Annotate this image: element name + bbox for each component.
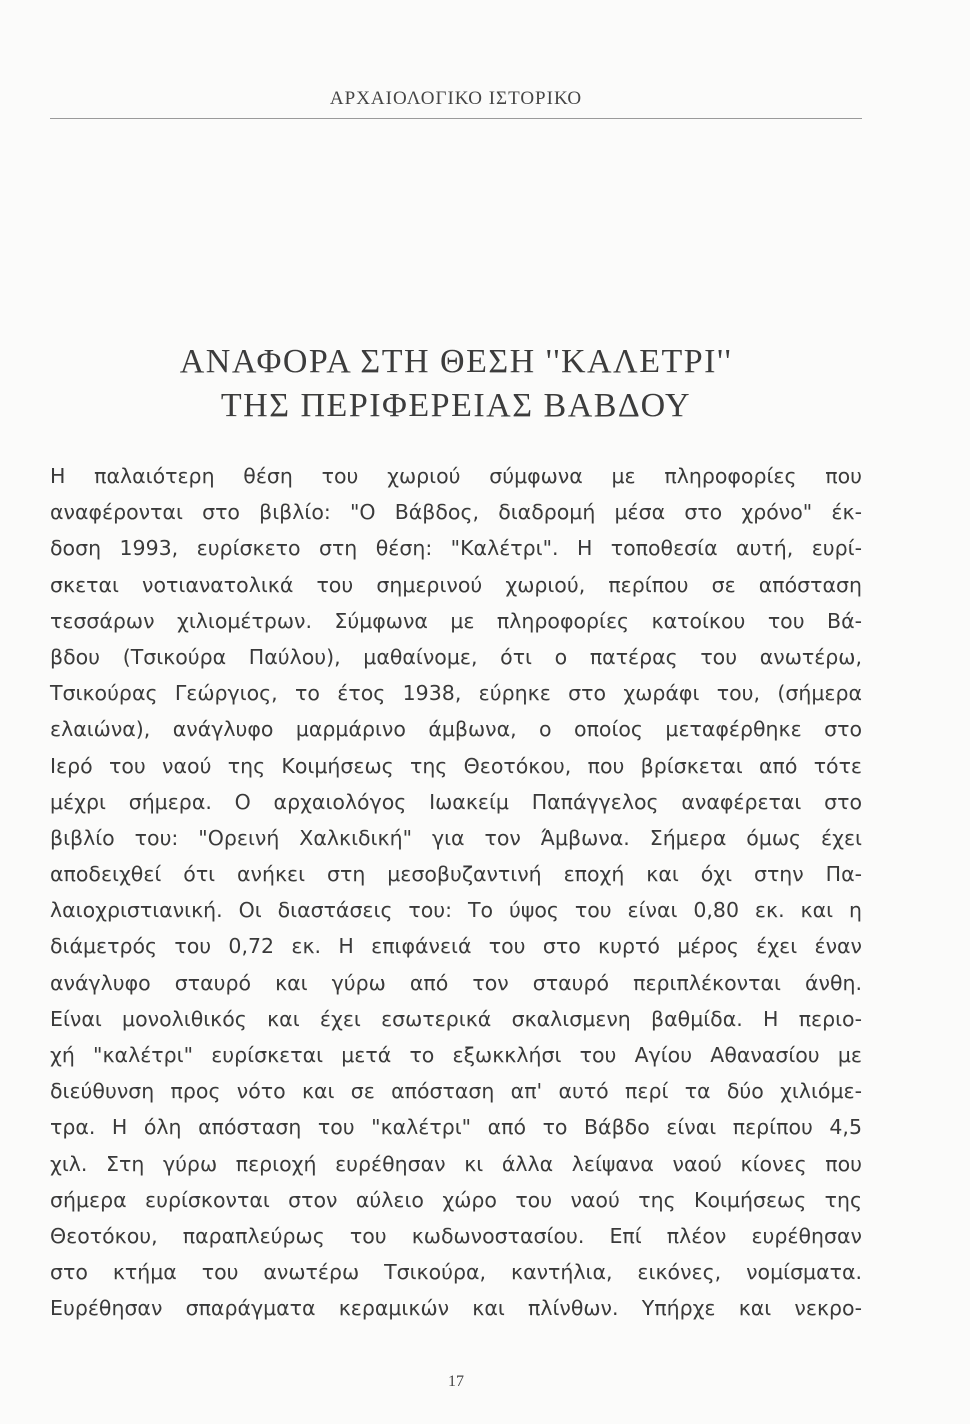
body-line: Θεοτόκου, παραπλεύρως του κωδωνοστασίου. Επί πλέον ευρέθησαν	[50, 1223, 862, 1248]
body-line: σκεται νοτιανατολικά του σημερινού χωριού, περίπου σε απόσταση	[50, 572, 862, 597]
body-line: στο κτήμα του ανωτέρω Τσικούρα, καντήλια, εικόνες, νομίσματα.	[50, 1260, 862, 1285]
body-line: αναφέρονται στο βιβλίο: "Ο Βάβδος, διαδρομή μέσα στο χρόνο" έκ-	[50, 500, 862, 525]
body-line: λαιοχριστιανική. Οι διαστάσεις του: Το ύψος του είναι 0,80 εκ. και η	[50, 898, 862, 923]
title-line-1: ΑΝΑΦΟΡΑ ΣΤΗ ΘΕΣΗ ''ΚΑΛΕΤΡΙ''	[179, 343, 733, 380]
body-line: βδου (Τσικούρα Παύλου), μαθαίνομε, ότι ο πατέρας του ανωτέρω,	[50, 644, 862, 669]
article-title	[50, 340, 862, 428]
title-line-2: ΤΗΣ ΠΕΡΙΦΕΡΕΙΑΣ ΒΑΒΔΟΥ	[220, 387, 692, 424]
body-line: ελαιώνα), ανάγλυφο μαρμάρινο άμβωνα, ο οποίος μεταφέρθηκε στο	[50, 717, 862, 742]
body-line: Τσικούρας Γεώργιος, το έτος 1938, εύρηκε στο χωράφι του, (σήμερα	[50, 681, 862, 706]
header-rule	[50, 118, 862, 119]
body-line: διεύθυνση προς νότο και σε απόσταση απ' αυτό περί τα δύο χιλιόμε-	[50, 1079, 862, 1104]
body-line: σήμερα ευρίσκονται στον αύλειο χώρο του ναού της Κοιμήσεως της	[50, 1187, 862, 1212]
body-line: βιβλίο του: "Ορεινή Χαλκιδική" για τον Άμβωνα. Σήμερα όμως έχει	[50, 825, 862, 850]
body-line: ανάγλυφο σταυρό και γύρω από τον σταυρό περιπλέκονται άνθη.	[50, 970, 862, 995]
body-line: τρα. Η όλη απόσταση του "καλέτρι" από το Βάβδο είναι περίπου 4,5	[50, 1115, 862, 1140]
running-header: ΑΡΧΑΙΟΛΟΓΙΚΟ ΙΣΤΟΡΙΚΟ	[329, 88, 583, 109]
body-line: Η παλαιότερη θέση του χωριού σύμφωνα με πληροφορίες που	[50, 464, 862, 488]
body-line: Ιερό του ναού της Κοιμήσεως της Θεοτόκου, που βρίσκεται από τότε	[50, 753, 862, 778]
body-line: Ευρέθησαν σπαράγματα κεραμικών και πλίνθων. Υπήρχε και νεκρο-	[50, 1296, 862, 1321]
body-line: διάμετρός του 0,72 εκ. Η επιφάνειά του στο κυρτό μέρος έχει έναν	[50, 934, 862, 959]
page-number: 17	[448, 1373, 464, 1390]
body-line: αποδειχθεί ότι ανήκει στη μεσοβυζαντινή εποχή και όχι στην Πα-	[50, 862, 862, 887]
body-line: Είναι μονολιθικός και έχει εσωτερικά σκαλισμενη βαθμίδα. Η περιο-	[50, 1006, 862, 1031]
body-line: τεσσάρων χιλιομέτρων. Σύμφωνα με πληροφορίες κατοίκου του Βά-	[50, 608, 862, 633]
body-line: δοση 1993, ευρίσκετο στη θέση: "Καλέτρι". Η τοποθεσία αυτή, ευρί-	[50, 536, 862, 561]
body-line: χή "καλέτρι" ευρίσκεται μετά το εξωκκλήσι του Αγίου Αθανασίου με	[50, 1043, 862, 1067]
body-line: μέχρι σήμερα. Ο αρχαιολόγος Ιωακείμ Παπάγγελος αναφέρεται στο	[50, 789, 862, 814]
article-body	[50, 458, 862, 1327]
body-line: χιλ. Στη γύρω περιοχή ευρέθησαν κι άλλα λείψανα ναού κίονες που	[50, 1151, 862, 1176]
